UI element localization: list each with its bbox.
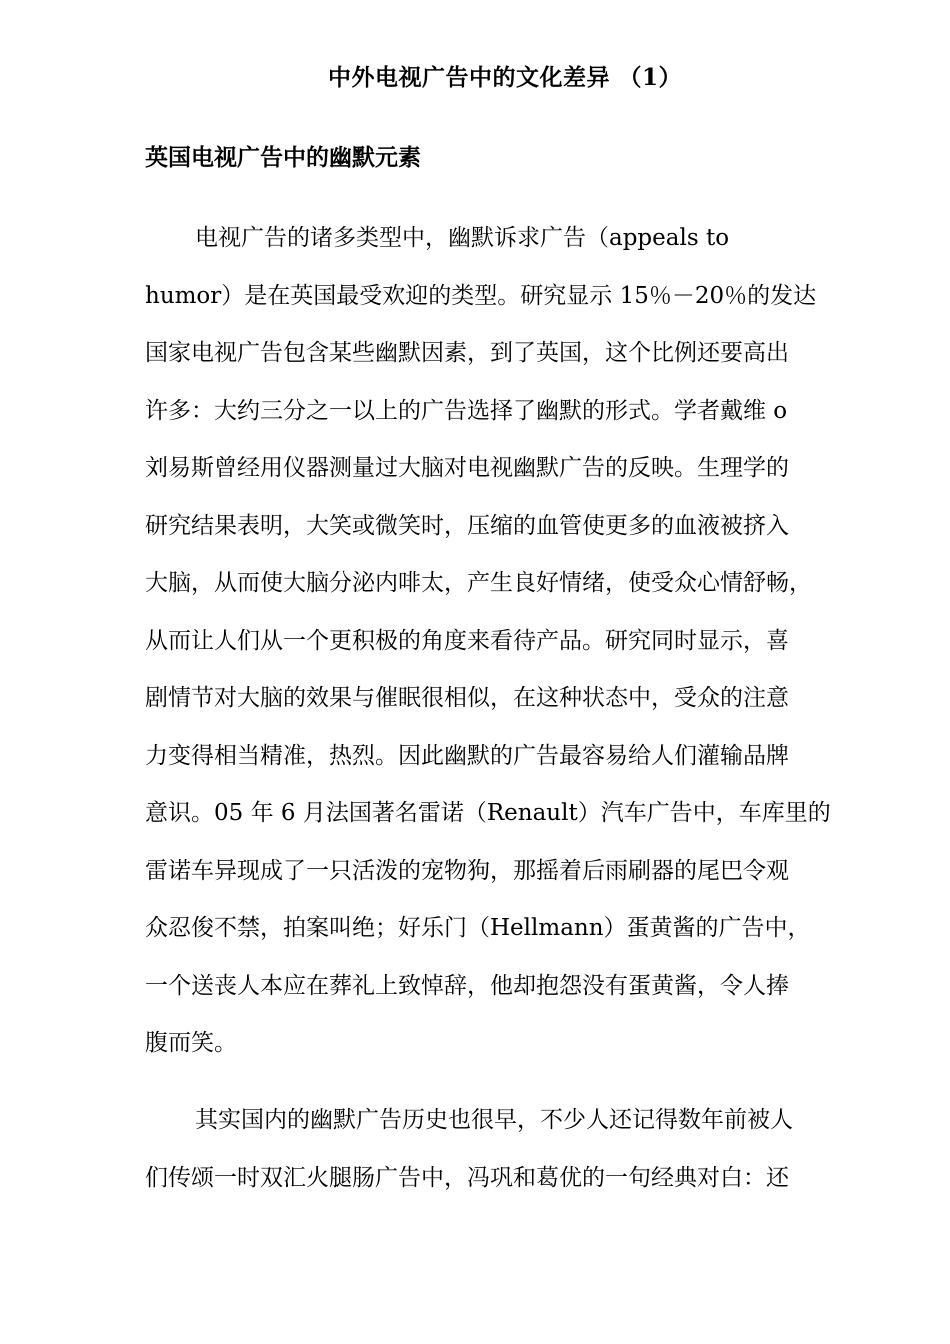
paragraph-line: 雷诺车异现成了一只活泼的宠物狗，那摇着后雨刷器的尾巴令观 xyxy=(145,857,789,884)
paragraph-line: 一个送丧人本应在葬礼上致悼辞，他却抱怨没有蛋黄酱，令人捧 xyxy=(145,972,789,999)
paragraph xyxy=(145,222,885,1085)
document-title: 中外电视广告中的文化差异 （1） xyxy=(327,64,682,91)
paragraph-line: 国家电视广告包含某些幽默因素，到了英国，这个比例还要高出 xyxy=(145,340,789,366)
paragraph-line: 们传颂一时双汇火腿肠广告中，冯巩和葛优的一句经典对白：还 xyxy=(145,1164,789,1191)
paragraph xyxy=(145,1104,885,1219)
paragraph-line: 意识。05 年 6 月法国著名雷诺（Renault）汽车广告中，车库里的 xyxy=(145,800,831,826)
paragraph-line: 大脑，从而使大脑分泌内啡太，产生良好情绪，使受众心情舒畅， xyxy=(145,570,812,596)
paragraph-line: 电视广告的诸多类型中，幽默诉求广告（appeals to xyxy=(195,225,730,251)
paragraph-line: 研究结果表明，大笑或微笑时，压缩的血管使更多的血液被挤入 xyxy=(145,512,789,539)
paragraph-line: 从而让人们从一个更积极的角度来看待产品。研究同时显示，喜 xyxy=(145,627,789,654)
paragraph-line: 许多：大约三分之一以上的广告选择了幽默的形式。学者戴维 o xyxy=(145,397,788,424)
paragraph-line: 刘易斯曾经用仪器测量过大脑对电视幽默广告的反映。生理学的 xyxy=(145,455,789,481)
paragraph-line: 众忍俊不禁，拍案叫绝；好乐门（Hellmann）蛋黄酱的广告中， xyxy=(145,915,811,941)
paragraph-line: 腹而笑。 xyxy=(145,1030,237,1056)
paragraph-line: humor）是在英国最受欢迎的类型。研究显示 15％－20％的发达 xyxy=(145,282,817,309)
paragraph-line: 其实国内的幽默广告历史也很早，不少人还记得数年前被人 xyxy=(195,1107,793,1133)
section-heading: 英国电视广告中的幽默元素 xyxy=(145,144,421,171)
paragraph-line: 剧情节对大脑的效果与催眠很相似，在这种状态中，受众的注意 xyxy=(145,685,789,711)
paragraph-line: 力变得相当精准，热烈。因此幽默的广告最容易给人们灌输品牌 xyxy=(145,742,789,769)
